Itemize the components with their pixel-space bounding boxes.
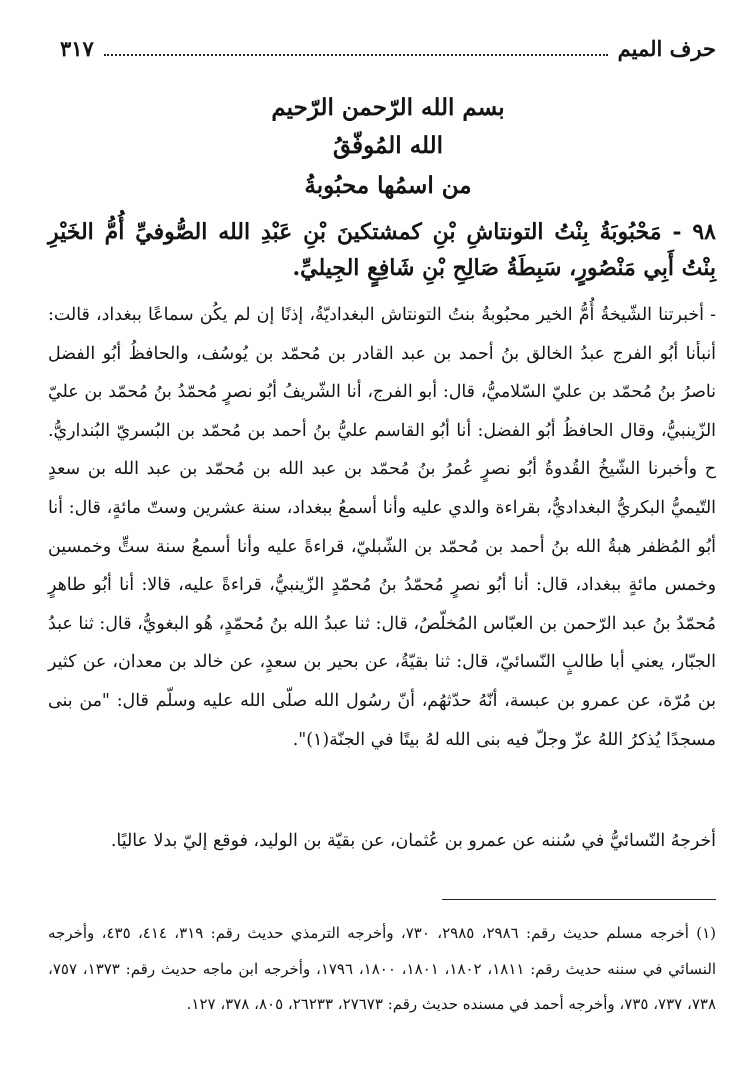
basmala: بسم الله الرّحمن الرّحيم bbox=[271, 94, 505, 121]
page-number: ٣١٧ bbox=[60, 35, 94, 61]
running-header bbox=[60, 30, 716, 66]
closing-note: أخرجهُ النّسائيُّ في سُننه عن عمرو بن عُثمان، عن بقيّة بن الوليد، فوقع إليّ بدلا عاليًا. bbox=[110, 831, 716, 851]
muwaffiq-line: الله المُوفّقُ bbox=[332, 132, 444, 159]
header-dot-leader bbox=[104, 54, 608, 56]
body-text bbox=[48, 296, 716, 759]
footnote-divider bbox=[442, 899, 716, 900]
section-title: من اسمُها محبُوبةُ bbox=[304, 172, 472, 199]
chapter-title: حرف الميم bbox=[617, 35, 716, 61]
hadith-chain-paragraph: - أخبرتنا الشّيخةُ أُمُّ الخير محبُوبةُ بنتُ التونتاش البغداديّةُ، إذنًا إن لم يكُن سماعًا ببغداد، قالت: أنبأنا أبُو الفرج عبدُ الخالق بنُ أحمد بن عبد القادر بن مُحمّد بن يُوسُف، والحافظُ أبُو الفضل ناصرُ بنُ مُحمّد بن عليّ السّلاميُّ، قال: أبو الفرج، أنا الشّريفُ أبُو نصرٍ مُحمّدُ بنُ مُحمّد بن عليّ الزّينبيُّ، وقال الحافظُ أبُو الفضل: أنا أبُو القاسم عليُّ بنُ أحمد بن مُحمّد بن البُسريّ البُنداريُّ. ح وأخبرنا الشّيخُ القُدوةُ أبُو نصرٍ عُمرُ بنُ مُحمّد بن عبد الله بن مُحمّد بن عبد الله بن سعدٍ التّيميُّ البكريُّ البغداديُّ، بقراءة والدي عليه وأنا أسمعُ ببغداد، سنة عشرين وستّ مائةٍ، قال: أنا أبُو المُظفر هبةُ الله بنُ أحمد بن مُحمّد بن الشّبليّ، قراءةً عليه وأنا أسمعُ سنة ستٍّ وخمسين وخمس مائةٍ ببغداد، قال: أنا أبُو نصرٍ مُحمّدُ بنُ مُحمّدٍ الزّينبيُّ، قراءةً عليه، قالا: أنا أبُو طاهرٍ مُحمّدُ بنُ عبد الرّحمن بن العبّاس المُخلّصُ، قال: ثنا عبدُ الله بنُ مُحمّدٍ، هُو البغويُّ، قال: ثنا عبدُ الجبّار، يعني أبا طالبٍ النّسائيّ، قال: ثنا بقيّةُ، عن بحير بن سعدٍ، عن خالد بن معدان، عن كثير بن مُرّة، عن عمرو بن عبسة، أنّهُ حدّثهُم، أنّ رسُول الله صلّى الله عليه وسلّم قال: "من بنى مسجدًا يُذكرُ اللهُ عزّ وجلّ فيه بنى الله لهُ بيتًا في الجنّة(١)". bbox=[48, 305, 716, 750]
entry-title: ٩٨ - مَحْبُوبَةُ بِنْتُ التونتاشِ بْنِ كمشتكينَ بْنِ عَبْدِ الله الصُّوفيِّ أُمُّ الخَيْرِ بِنْتُ أَبِي مَنْصُورٍ، سَبِطَةُ صَالِحِ بْنِ شَافِعٍ الجِيليِّ. bbox=[48, 219, 716, 281]
footnote bbox=[48, 916, 716, 1023]
footnote-text: (١) أخرجه مسلم حديث رقم: ٢٩٨٦، ٢٩٨٥، ٧٣٠، وأخرجه الترمذي حديث رقم: ٣١٩، ٤١٤، ٤٣٥، وأخرجه النسائي في سننه حديث رقم: ١٨١١، ١٨٠٢، ١٨٠١، ١٨٠٠، ١٧٩٦، وأخرجه ابن ماجه حديث رقم: ١٣٧٣، ٧٥٧، ٧٣٨، ٧٣٧، ٧٣٥، وأخرجه أحمد في مسنده حديث رقم: ٢٧٦٧٣، ٢٦٢٣٣، ٨٠٥، ٣٧٨، ١٢٧. bbox=[48, 924, 717, 1013]
